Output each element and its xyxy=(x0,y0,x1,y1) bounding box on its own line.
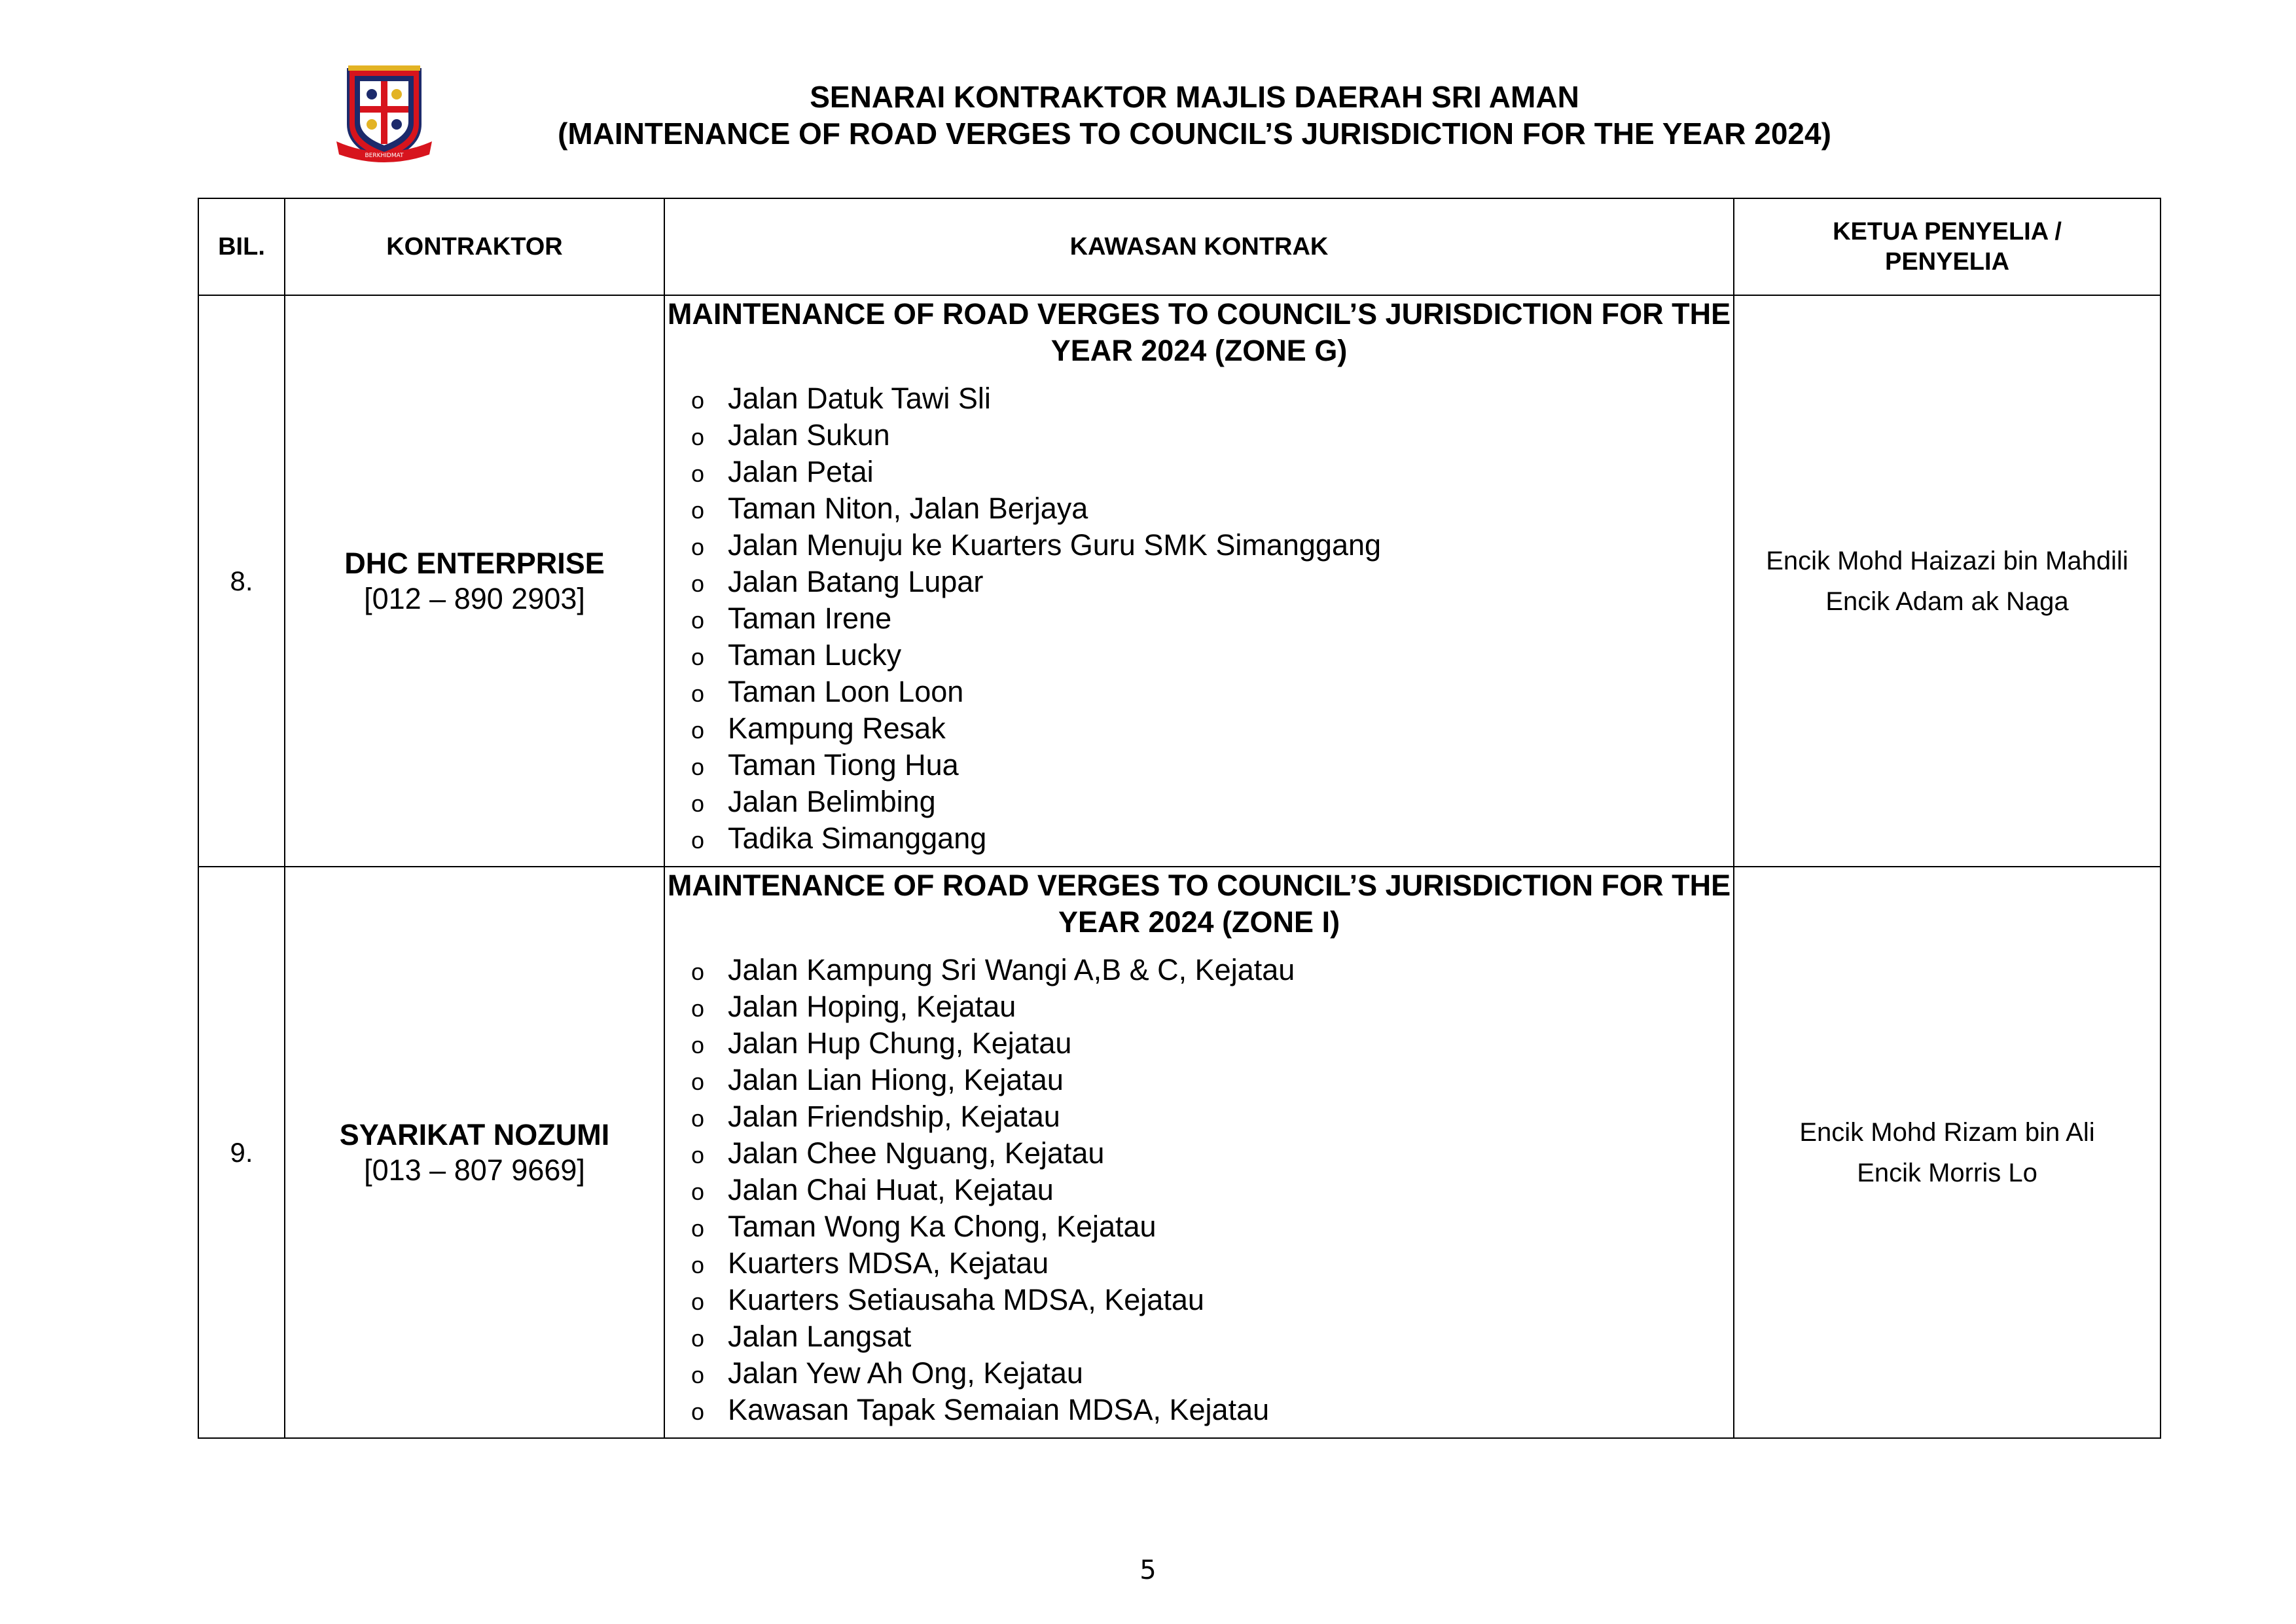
circle-bullet-icon: o xyxy=(691,1288,705,1315)
road-name: Jalan Sukun xyxy=(728,418,890,452)
row-number: 9. xyxy=(198,867,285,1438)
contractor-phone: [012 – 890 2903] xyxy=(364,581,585,615)
contractor-name: SYARIKAT NOZUMI xyxy=(339,1117,610,1151)
list-item xyxy=(691,674,1733,711)
road-name: Jalan Petai xyxy=(728,455,874,488)
road-name: Jalan Lian Hiong, Kejatau xyxy=(728,1063,1064,1096)
list-item xyxy=(691,1209,1733,1246)
table-header-row xyxy=(198,198,2161,295)
circle-bullet-icon: o xyxy=(691,460,705,487)
contract-area-cell xyxy=(664,295,1734,867)
road-name: Jalan Menuju ke Kuarters Guru SMK Simanggang xyxy=(728,528,1382,562)
list-item xyxy=(691,1356,1733,1392)
contractor-phone: [013 – 807 9669] xyxy=(364,1153,585,1187)
road-name: Jalan Chee Nguang, Kejatau xyxy=(728,1136,1105,1170)
road-name: Kuarters MDSA, Kejatau xyxy=(728,1246,1049,1280)
header-bil: BIL. xyxy=(198,198,285,295)
road-name: Taman Loon Loon xyxy=(728,675,964,708)
list-item xyxy=(691,1136,1733,1172)
header-kontraktor: KONTRAKTOR xyxy=(285,198,664,295)
circle-bullet-icon: o xyxy=(691,717,705,744)
road-name: Jalan Chai Huat, Kejatau xyxy=(728,1173,1054,1206)
document-title: SENARAI KONTRAKTOR MAJLIS DAERAH SRI AMAN xyxy=(810,80,1579,114)
list-item xyxy=(691,528,1733,564)
circle-bullet-icon: o xyxy=(691,1178,705,1205)
header-penyelia-label: KETUA PENYELIA / PENYELIA xyxy=(1833,218,2062,276)
road-name: Kampung Resak xyxy=(728,712,946,745)
circle-bullet-icon: o xyxy=(691,790,705,817)
road-name: Tadika Simanggang xyxy=(728,821,987,855)
circle-bullet-icon: o xyxy=(691,958,705,985)
circle-bullet-icon: o xyxy=(691,497,705,524)
zone-title: MAINTENANCE OF ROAD VERGES TO COUNCIL’S JURISDICTION FOR THE YEAR 2024 (ZONE I) xyxy=(667,869,1731,939)
circle-bullet-icon: o xyxy=(691,533,705,560)
zone-title: MAINTENANCE OF ROAD VERGES TO COUNCIL’S JURISDICTION FOR THE YEAR 2024 (ZONE G) xyxy=(667,297,1731,367)
road-name: Jalan Yew Ah Ong, Kejatau xyxy=(728,1356,1083,1390)
header-kawasan: KAWASAN KONTRAK xyxy=(664,198,1734,295)
list-item xyxy=(691,1172,1733,1209)
road-name: Taman Niton, Jalan Berjaya xyxy=(728,492,1088,525)
road-list xyxy=(665,952,1733,1429)
header-penyelia xyxy=(1734,198,2161,295)
road-name: Jalan Datuk Tawi Sli xyxy=(728,382,991,415)
list-item xyxy=(691,1246,1733,1282)
circle-bullet-icon: o xyxy=(691,1398,705,1425)
list-item xyxy=(691,491,1733,528)
list-item xyxy=(691,989,1733,1026)
road-name: Taman Wong Ka Chong, Kejatau xyxy=(728,1210,1157,1243)
road-name: Taman Irene xyxy=(728,602,892,635)
list-item xyxy=(691,952,1733,989)
road-name: Jalan Belimbing xyxy=(728,785,936,818)
circle-bullet-icon: o xyxy=(691,1142,705,1168)
road-name: Jalan Langsat xyxy=(728,1320,912,1353)
circle-bullet-icon: o xyxy=(691,1105,705,1132)
supervisor-cell xyxy=(1734,295,2161,867)
list-item xyxy=(691,601,1733,638)
circle-bullet-icon: o xyxy=(691,1032,705,1058)
circle-bullet-icon: o xyxy=(691,387,705,414)
list-item xyxy=(691,454,1733,491)
road-name: Kuarters Setiausaha MDSA, Kejatau xyxy=(728,1283,1204,1316)
road-name: Jalan Batang Lupar xyxy=(728,565,984,598)
road-name: Jalan Hoping, Kejatau xyxy=(728,990,1016,1023)
circle-bullet-icon: o xyxy=(691,424,705,450)
circle-bullet-icon: o xyxy=(691,1362,705,1388)
table-row xyxy=(198,295,2161,867)
list-item xyxy=(691,1319,1733,1356)
list-item xyxy=(691,418,1733,454)
road-name: Jalan Hup Chung, Kejatau xyxy=(728,1026,1072,1060)
list-item xyxy=(691,821,1733,857)
circle-bullet-icon: o xyxy=(691,1068,705,1095)
list-item xyxy=(691,1392,1733,1429)
list-item xyxy=(691,748,1733,784)
supervisor-name: Encik Mohd Haizazi bin Mahdili xyxy=(1766,546,2128,575)
circle-bullet-icon: o xyxy=(691,643,705,670)
contractor-cell xyxy=(285,867,664,1438)
contractor-cell xyxy=(285,295,664,867)
circle-bullet-icon: o xyxy=(691,607,705,634)
supervisor-cell xyxy=(1734,867,2161,1438)
circle-bullet-icon: o xyxy=(691,680,705,707)
contract-area-cell xyxy=(664,867,1734,1438)
list-item xyxy=(691,1062,1733,1099)
circle-bullet-icon: o xyxy=(691,995,705,1022)
supervisor-name: Encik Morris Lo xyxy=(1857,1158,2037,1187)
road-name: Taman Tiong Hua xyxy=(728,748,959,782)
list-item xyxy=(691,564,1733,601)
circle-bullet-icon: o xyxy=(691,827,705,854)
supervisor-name: Encik Mohd Rizam bin Ali xyxy=(1799,1117,2095,1147)
table-row xyxy=(198,867,2161,1438)
circle-bullet-icon: o xyxy=(691,570,705,597)
list-item xyxy=(691,1282,1733,1319)
page-number: 5 xyxy=(1139,1555,1157,1585)
list-item xyxy=(691,638,1733,674)
road-name: Kawasan Tapak Semaian MDSA, Kejatau xyxy=(728,1393,1270,1426)
circle-bullet-icon: o xyxy=(691,1325,705,1352)
list-item xyxy=(691,381,1733,418)
svg-text:BERKHIDMAT: BERKHIDMAT xyxy=(365,153,404,159)
contractor-table xyxy=(198,198,2161,1439)
supervisor-name: Encik Adam ak Naga xyxy=(1825,586,2069,616)
document-subtitle: (MAINTENANCE OF ROAD VERGES TO COUNCIL’S JURISDICTION FOR THE YEAR 2024) xyxy=(558,117,1831,151)
circle-bullet-icon: o xyxy=(691,1215,705,1242)
list-item xyxy=(691,1099,1733,1136)
row-number: 8. xyxy=(198,295,285,867)
circle-bullet-icon: o xyxy=(691,1252,705,1278)
road-name: Jalan Friendship, Kejatau xyxy=(728,1100,1060,1133)
road-list xyxy=(665,381,1733,857)
list-item xyxy=(691,784,1733,821)
road-name: Taman Lucky xyxy=(728,638,902,672)
road-name: Jalan Kampung Sri Wangi A,B & C, Kejatau xyxy=(728,953,1295,986)
circle-bullet-icon: o xyxy=(691,753,705,780)
list-item xyxy=(691,711,1733,748)
contractor-name: DHC ENTERPRISE xyxy=(344,546,605,580)
list-item xyxy=(691,1026,1733,1062)
